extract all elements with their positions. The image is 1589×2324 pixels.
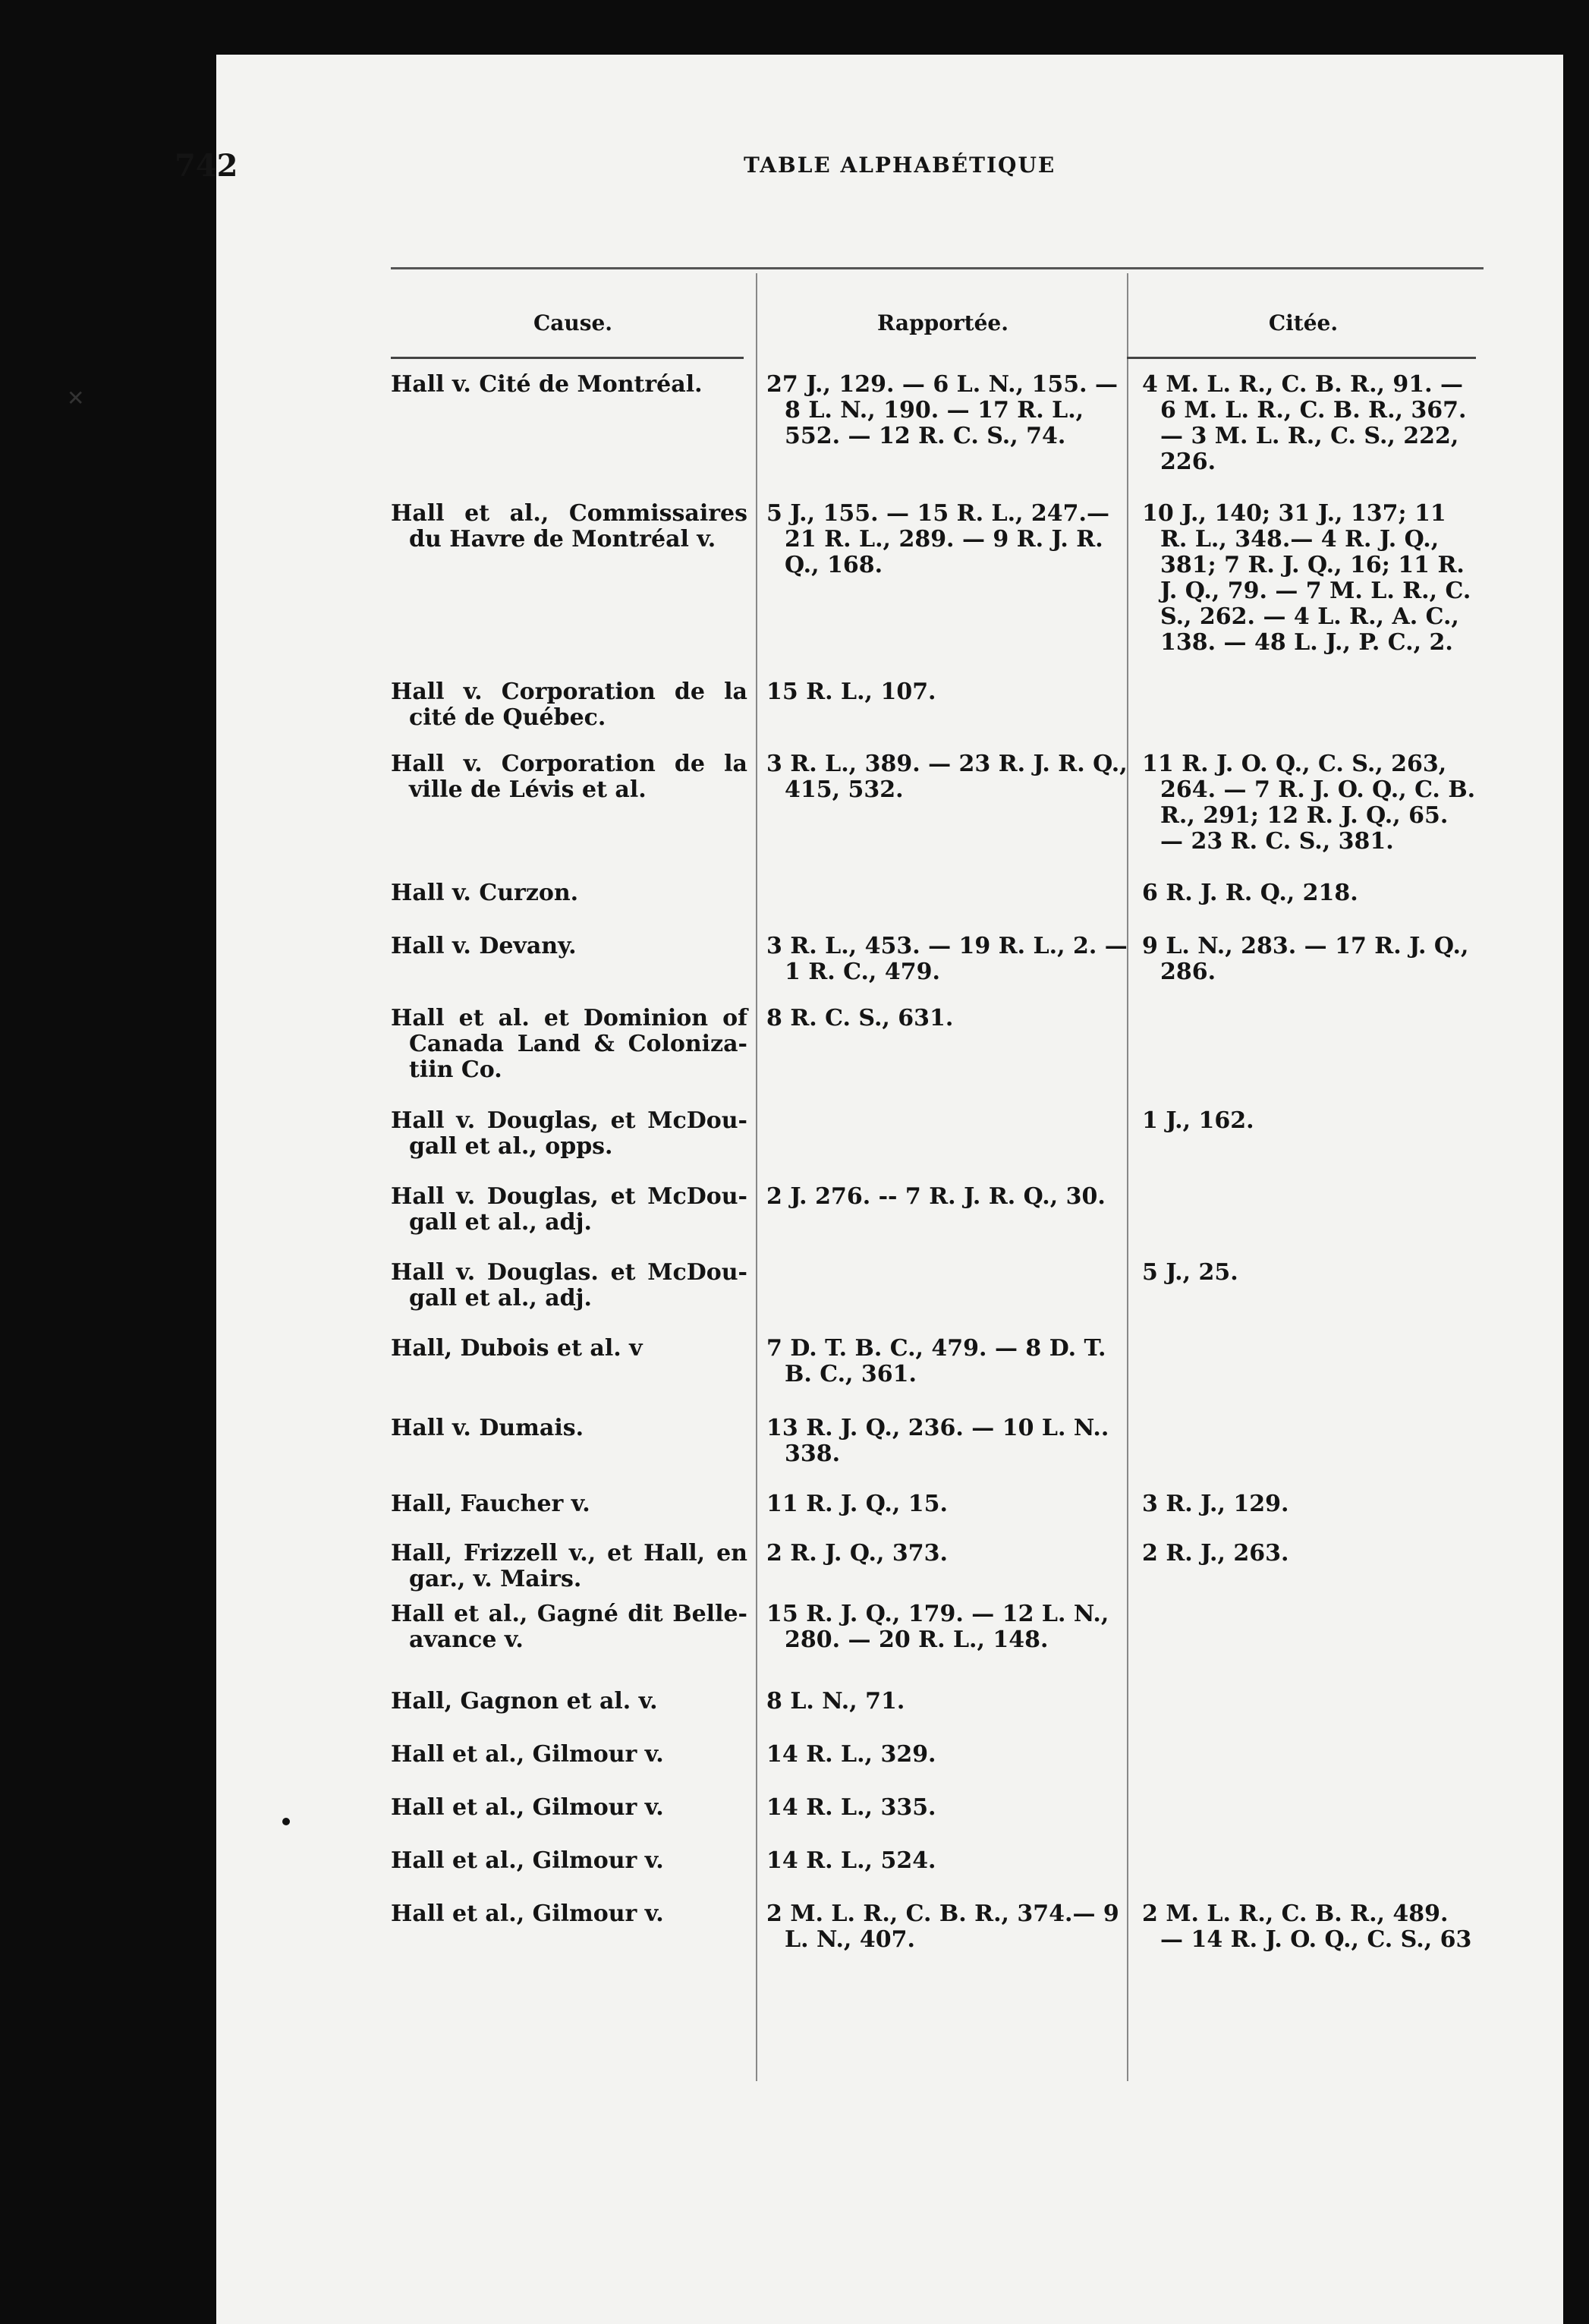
page-number: 742 — [175, 148, 238, 184]
table-row — [391, 1491, 1476, 1541]
citee-text: 9 L. N., 283. — 17 R. J. Q., 286. — [1142, 933, 1469, 985]
rapportee-cell — [755, 1689, 1131, 1742]
rapportee-cell — [755, 1184, 1131, 1260]
table-row — [391, 1742, 1476, 1795]
rapportee-text: 2 M. L. R., C. B. R., 374.— 9 L. N., 407. — [766, 1900, 1119, 1953]
cause-cell — [391, 679, 755, 751]
citee-cell — [1131, 1108, 1476, 1184]
rapportee-text: 5 J., 155. — 15 R. L., 247.— 21 R. L., 289. — 9 R. J. R. Q., 168. — [766, 500, 1109, 578]
citee-text: 10 J., 140; 31 J., 137; 11 R. L., 348.— 4 R. J. Q., 381; 7 R. J. Q., 16; 11 R. J. Q., 79. — 7 M. L. R., C. S., 262. — 4 L. R., A. C., 138. — 48 L. J., P. C., 2. — [1142, 500, 1471, 656]
table-row — [391, 1795, 1476, 1848]
rapportee-text: 13 R. J. Q., 236. — 10 L. N.. 338. — [766, 1415, 1109, 1467]
cause-cell — [391, 1848, 755, 1901]
rapportee-cell — [755, 1901, 1131, 1962]
citee-cell — [1131, 1901, 1476, 1962]
citee-cell — [1131, 1848, 1476, 1901]
header-underlines — [391, 357, 1476, 372]
rapportee-text: 3 R. L., 453. — 19 R. L., 2. — 1 R. C., 479. — [766, 933, 1128, 985]
rapportee-text: 7 D. T. B. C., 479. — 8 D. T. B. C., 361. — [766, 1335, 1106, 1387]
rapportee-cell — [755, 1541, 1131, 1601]
cause-text: Hall et al., Commissaires du Havre de Montréal v. — [391, 500, 747, 553]
citee-cell — [1131, 679, 1476, 751]
cause-cell — [391, 751, 755, 880]
citee-cell — [1131, 1006, 1476, 1108]
cause-cell — [391, 1415, 755, 1491]
citee-text: 2 R. J., 263. — [1142, 1540, 1289, 1567]
cause-cell — [391, 934, 755, 1006]
cause-text: Hall v. Cité de Montréal. — [391, 371, 703, 398]
citee-text: 6 R. J. R. Q., 218. — [1142, 880, 1358, 906]
citee-cell — [1131, 1689, 1476, 1742]
running-title: TABLE ALPHABÉTIQUE — [744, 153, 1056, 178]
table-row — [391, 751, 1476, 880]
citee-text: 4 M. L. R., C. B. R., 91. — 6 M. L. R., C. B. R., 367. — 3 M. L. R., C. S., 222, 226. — [1142, 371, 1467, 475]
cause-text: Hall v. Curzon. — [391, 880, 579, 906]
rapportee-cell — [755, 1006, 1131, 1108]
rapportee-text: 14 R. L., 329. — [766, 1741, 936, 1768]
rapportee-cell — [755, 1415, 1131, 1491]
rapportee-text: 15 R. L., 107. — [766, 679, 936, 705]
rapportee-text: 15 R. J. Q., 179. — 12 L. N., 280. — 20 R. L., 148. — [766, 1601, 1109, 1653]
cause-cell — [391, 1601, 755, 1689]
table-row — [391, 1108, 1476, 1184]
cause-cell — [391, 1795, 755, 1848]
rapportee-cell — [755, 1491, 1131, 1541]
table-row — [391, 1689, 1476, 1742]
citee-cell — [1131, 1601, 1476, 1689]
table-row — [391, 1901, 1476, 1962]
rapportee-cell — [755, 372, 1131, 501]
table-row — [391, 1260, 1476, 1336]
citee-text: 2 M. L. R., C. B. R., 489. — 14 R. J. O. Q., C. S., 63 — [1142, 1900, 1472, 1953]
table-row — [391, 934, 1476, 1006]
cause-text: Hall et al., Gilmour v. — [391, 1794, 664, 1821]
citee-cell — [1131, 1491, 1476, 1541]
column-headers — [391, 288, 1476, 357]
cause-text: Hall v. Corporation de la ville de Lévis et al. — [391, 751, 747, 803]
table-row — [391, 1184, 1476, 1260]
rapportee-text: 8 L. N., 71. — [766, 1688, 905, 1715]
table-row — [391, 1415, 1476, 1491]
cause-cell — [391, 372, 755, 501]
table-row — [391, 880, 1476, 934]
rapportee-cell — [755, 1848, 1131, 1901]
rapportee-cell — [755, 1742, 1131, 1795]
header-rapportee: Rapportée. — [877, 310, 1008, 335]
table-row — [391, 1601, 1476, 1689]
rapportee-text: 27 J., 129. — 6 L. N., 155. — 8 L. N., 190. — 17 R. L., 552. — 12 R. C. S., 74. — [766, 371, 1118, 449]
table-row — [391, 1848, 1476, 1901]
cause-text: Hall et al., Gilmour v. — [391, 1741, 664, 1768]
rapportee-cell — [755, 679, 1131, 751]
citee-cell — [1131, 751, 1476, 880]
underline-citee — [1127, 357, 1476, 359]
underline-cause — [391, 357, 744, 359]
citee-cell — [1131, 1541, 1476, 1601]
cause-text: Hall v. Douglas, et McDou-gall et al., opps. — [391, 1107, 747, 1160]
citee-cell — [1131, 372, 1476, 501]
citee-text: 1 J., 162. — [1142, 1107, 1254, 1134]
rapportee-cell — [755, 1108, 1131, 1184]
cause-cell — [391, 1901, 755, 1962]
cause-text: Hall et al., Gagné dit Belle-avance v. — [391, 1601, 747, 1653]
rapportee-text: 14 R. L., 524. — [766, 1847, 936, 1874]
rapportee-text: 2 R. J. Q., 373. — [766, 1540, 948, 1567]
cause-cell — [391, 1689, 755, 1742]
rapportee-cell — [755, 1260, 1131, 1336]
citee-text: 11 R. J. O. Q., C. S., 263, 264. — 7 R. J. O. Q., C. B. R., 291; 12 R. J. Q., 65. — 23 R. C. S., 381. — [1142, 751, 1476, 855]
top-rule — [391, 267, 1484, 269]
ink-speck — [282, 1818, 290, 1825]
cause-text: Hall v. Douglas. et McDou-gall et al., adj. — [391, 1259, 747, 1312]
cause-text: Hall, Gagnon et al. v. — [391, 1688, 658, 1715]
cause-text: Hall et al., Gilmour v. — [391, 1847, 664, 1874]
cause-cell — [391, 1184, 755, 1260]
citee-cell — [1131, 1415, 1476, 1491]
table-row — [391, 372, 1476, 501]
table-body — [391, 372, 1476, 1962]
cause-text: Hall v. Dumais. — [391, 1415, 584, 1441]
cause-cell — [391, 501, 755, 679]
citee-cell — [1131, 934, 1476, 1006]
table-row — [391, 1541, 1476, 1601]
citee-cell — [1131, 1795, 1476, 1848]
cause-cell — [391, 1108, 755, 1184]
cause-cell — [391, 1541, 755, 1601]
table-row — [391, 501, 1476, 679]
rapportee-cell — [755, 1795, 1131, 1848]
citee-cell — [1131, 1336, 1476, 1415]
cause-cell — [391, 1006, 755, 1108]
rapportee-text: 2 J. 276. -- 7 R. J. R. Q., 30. — [766, 1183, 1106, 1210]
rapportee-text: 3 R. L., 389. — 23 R. J. R. Q., 415, 532. — [766, 751, 1128, 803]
rapportee-text: 8 R. C. S., 631. — [766, 1005, 954, 1031]
rapportee-text: 14 R. L., 335. — [766, 1794, 936, 1821]
cause-cell — [391, 880, 755, 934]
citee-cell — [1131, 1184, 1476, 1260]
table-row — [391, 1336, 1476, 1415]
rapportee-cell — [755, 934, 1131, 1006]
header-cause: Cause. — [533, 310, 613, 335]
header-citee: Citée. — [1268, 310, 1339, 335]
cause-text: Hall, Frizzell v., et Hall, en gar., v. Mairs. — [391, 1540, 747, 1592]
rapportee-text: 11 R. J. Q., 15. — [766, 1491, 948, 1517]
rapportee-cell — [755, 880, 1131, 934]
cause-cell — [391, 1742, 755, 1795]
index-table — [391, 288, 1476, 1962]
cause-text: Hall et al. et Dominion of Canada Land & Coloniza-tiin Co. — [391, 1005, 747, 1083]
rapportee-cell — [755, 501, 1131, 679]
cause-text: Hall, Dubois et al. v — [391, 1335, 643, 1362]
page-header — [175, 148, 1487, 216]
rapportee-cell — [755, 751, 1131, 880]
table-row — [391, 679, 1476, 751]
cause-text: Hall, Faucher v. — [391, 1491, 590, 1517]
citee-cell — [1131, 1742, 1476, 1795]
rapportee-cell — [755, 1601, 1131, 1689]
citee-text: 3 R. J., 129. — [1142, 1491, 1289, 1517]
cause-cell — [391, 1260, 755, 1336]
cause-cell — [391, 1491, 755, 1541]
table-row — [391, 1006, 1476, 1108]
cause-text: Hall v. Devany. — [391, 933, 577, 959]
citee-cell — [1131, 880, 1476, 934]
citee-text: 5 J., 25. — [1142, 1259, 1238, 1286]
cause-text: Hall et al., Gilmour v. — [391, 1900, 664, 1927]
margin-mark-icon: ✕ — [67, 386, 85, 411]
cause-text: Hall v. Corporation de la cité de Québec. — [391, 679, 747, 731]
citee-cell — [1131, 1260, 1476, 1336]
cause-text: Hall v. Douglas, et McDou-gall et al., adj. — [391, 1183, 747, 1236]
cause-cell — [391, 1336, 755, 1415]
rapportee-cell — [755, 1336, 1131, 1415]
citee-cell — [1131, 501, 1476, 679]
